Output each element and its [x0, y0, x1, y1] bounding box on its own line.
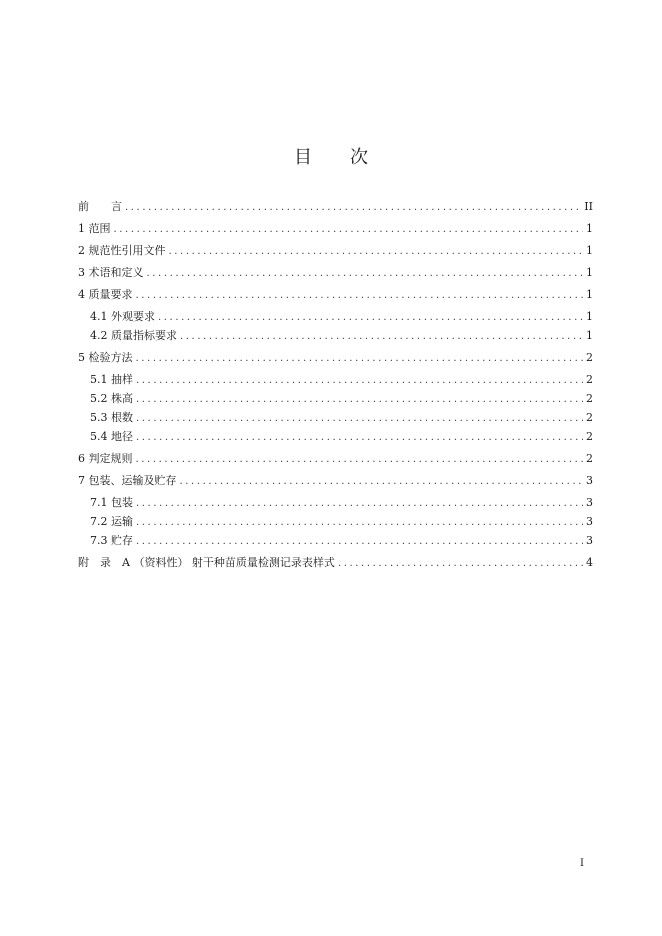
toc-entry-page: 1 — [586, 329, 593, 342]
toc-entry-foreword[interactable] — [78, 200, 593, 215]
toc-leader-dots — [136, 516, 583, 530]
toc-entry-page: 3 — [586, 534, 593, 547]
toc-leader-dots — [136, 453, 584, 467]
toc-entry-sampling[interactable] — [78, 373, 593, 388]
toc-entry-page: 2 — [586, 392, 593, 405]
page-title-part1: 目 — [294, 147, 312, 168]
toc-entry-page: 2 — [586, 351, 593, 364]
toc-leader-dots — [338, 557, 583, 571]
toc-entry-label: 7.1 包装 — [90, 496, 133, 509]
toc-entry-label: 3 术语和定义 — [78, 266, 144, 279]
toc-leader-dots — [136, 497, 583, 511]
toc-entry-plant-height[interactable] — [78, 392, 593, 407]
toc-entry-page: 2 — [586, 452, 593, 465]
toc-leader-dots — [125, 201, 581, 215]
toc-entry-scope[interactable] — [78, 222, 593, 237]
toc-entry-label: 前 言 — [78, 200, 122, 213]
toc-entry-page: 2 — [586, 430, 593, 443]
toc-entry-storage[interactable] — [78, 534, 593, 549]
toc-entry-judgment-rules[interactable] — [78, 452, 593, 467]
toc-entry-page: 1 — [586, 266, 593, 279]
toc-leader-dots — [147, 267, 584, 281]
table-of-contents — [78, 200, 593, 571]
toc-entry-label: 5.3 根数 — [90, 411, 133, 424]
toc-leader-dots — [180, 330, 583, 344]
toc-entry-quality-indicators[interactable] — [78, 329, 593, 344]
toc-entry-page: 1 — [586, 222, 593, 235]
page-number: I — [580, 858, 584, 869]
toc-leader-dots — [136, 374, 583, 388]
toc-entry-appendix-a[interactable] — [78, 556, 593, 571]
toc-entry-root-count[interactable] — [78, 411, 593, 426]
toc-entry-page: 1 — [586, 288, 593, 301]
toc-entry-terms-definitions[interactable] — [78, 266, 593, 281]
toc-entry-page: 3 — [586, 515, 593, 528]
toc-entry-label: 5.1 抽样 — [90, 373, 133, 386]
toc-entry-label: 1 范围 — [78, 222, 111, 235]
toc-entry-label: 4 质量要求 — [78, 288, 133, 301]
toc-entry-label: 附 录 A （资料性） 射干种苗质量检测记录表样式 — [78, 556, 335, 569]
toc-entry-page: 2 — [586, 373, 593, 386]
toc-leader-dots — [136, 431, 583, 445]
page-title-part2: 次 — [350, 147, 368, 168]
page-title — [0, 143, 662, 169]
toc-entry-ground-diameter[interactable] — [78, 430, 593, 445]
toc-entry-page: 2 — [586, 411, 593, 424]
toc-entry-page: 1 — [586, 244, 593, 257]
toc-entry-test-methods[interactable] — [78, 351, 593, 366]
toc-entry-normative-references[interactable] — [78, 244, 593, 259]
toc-leader-dots — [114, 223, 584, 237]
toc-entry-page: 4 — [586, 556, 593, 569]
toc-entry-packaging-transport-storage[interactable] — [78, 474, 593, 489]
toc-entry-label: 2 规范性引用文件 — [78, 244, 166, 257]
toc-entry-label: 6 判定规则 — [78, 452, 133, 465]
toc-entry-packaging[interactable] — [78, 496, 593, 511]
toc-leader-dots — [136, 352, 584, 366]
toc-entry-label: 7 包装、运输及贮存 — [78, 474, 177, 487]
toc-entry-label: 5.4 地径 — [90, 430, 133, 443]
toc-leader-dots — [136, 289, 584, 303]
toc-entry-page: 3 — [586, 496, 593, 509]
toc-entry-label: 5.2 株高 — [90, 392, 133, 405]
toc-entry-transport[interactable] — [78, 515, 593, 530]
toc-entry-label: 5 检验方法 — [78, 351, 133, 364]
toc-entry-page: 1 — [586, 310, 593, 323]
toc-entry-page: II — [584, 200, 593, 213]
toc-leader-dots — [136, 393, 583, 407]
toc-entry-quality-requirements[interactable] — [78, 288, 593, 303]
toc-entry-appearance[interactable] — [78, 310, 593, 325]
toc-leader-dots — [180, 475, 584, 489]
toc-leader-dots — [169, 245, 584, 259]
toc-leader-dots — [136, 412, 583, 426]
toc-entry-label: 4.1 外观要求 — [90, 310, 155, 323]
toc-entry-label: 7.3 贮存 — [90, 534, 133, 547]
toc-entry-page: 3 — [586, 474, 593, 487]
toc-leader-dots — [136, 535, 583, 549]
toc-entry-label: 7.2 运输 — [90, 515, 133, 528]
toc-entry-label: 4.2 质量指标要求 — [90, 329, 177, 342]
toc-leader-dots — [158, 311, 583, 325]
